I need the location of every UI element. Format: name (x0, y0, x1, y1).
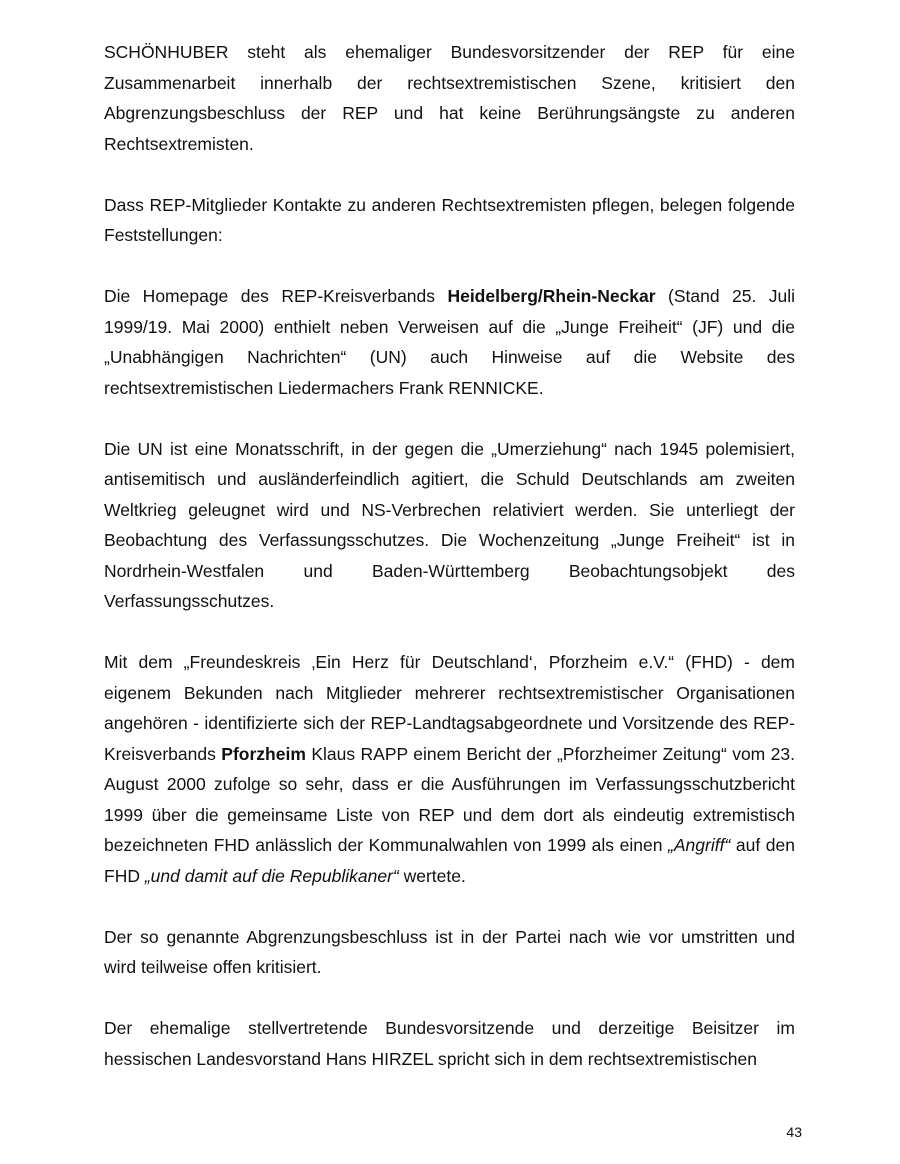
bold-kreisverband-pforzheim: Pforzheim (221, 743, 306, 764)
paragraph-text: SCHÖNHUBER steht als ehemaliger Bundesvorsitzender der REP für eine Zusammenarbeit innerhalb der rechtsextremistischen Szene, kritisiert den Abgrenzungsbeschluss der REP und hat keine Berührungsängste zu anderen Rechtsextremisten. (104, 42, 795, 154)
paragraph-schoenhuber (104, 37, 795, 159)
paragraph-text: Dass REP-Mitglieder Kontakte zu anderen Rechtsextremisten pflegen, belegen folgende Feststellungen: (104, 194, 795, 245)
paragraph-text: Klaus RAPP einem Bericht der „Pforzheimer Zeitung“ vom 23. August 2000 zufolge so sehr, dass er die Ausführungen im Verfassungsschutzbericht 1999 über die gemeinsame Liste von REP und dem dort als eindeutig extremistisch bezeichneten FHD anlässlich der Kommunalwahlen von 1999 als einen (104, 743, 795, 855)
italic-quote-angriff: „Angriff“ (668, 835, 731, 855)
paragraph-text: Der ehemalige stellvertretende Bundesvorsitzende und derzeitige Beisitzer im hessischen Landesvorstand Hans HIRZEL spricht sich in dem rechtsextremistischen (104, 1018, 795, 1069)
paragraph-fhd (104, 647, 795, 891)
paragraph-text: Mit dem „Freundeskreis ‚Ein Herz für Deutschland‘, Pforzheim e.V.“ (FHD) - dem eigenem Bekunden nach Mitglieder mehrerer rechtsextremistischer Organisationen angehören - identifizierte sich der REP-Landtagsabgeordnete und Vorsitzende des REP-Kreisverbands (104, 652, 795, 764)
body-text (104, 37, 795, 1074)
paragraph-text: (Stand 25. Juli 1999/19. Mai 2000) enthielt neben Verweisen auf die „Junge Freiheit“ (JF) und die „Unabhängigen Nachrichten“ (UN) auch Hinweise auf die Website des rechtsextremistischen Liedermachers Frank RENNICKE. (104, 286, 795, 398)
paragraph-abgrenzungsbeschluss (104, 922, 795, 983)
page-number: 43 (786, 1124, 802, 1140)
paragraph-un (104, 434, 795, 617)
paragraph-text: Die UN ist eine Monatsschrift, in der gegen die „Umerziehung“ nach 1945 polemisiert, antisemitisch und ausländerfeindlich agitiert, die Schuld Deutschlands am zweiten Weltkrieg geleugnet wird und NS-Verbrechen relativiert werden. Sie unterliegt der Beobachtung des Verfassungsschutzes. Die Wochenzeitung „Junge Freiheit“ ist in Nordrhein-Westfalen und Baden-Württemberg Beobachtungsobjekt des Verfassungsschutzes. (104, 438, 795, 611)
paragraph-text: Der so genannte Abgrenzungsbeschluss ist in der Partei nach wie vor umstritten und wird teilweise offen kritisiert. (104, 926, 795, 977)
paragraph-kontakte (104, 190, 795, 251)
italic-quote-republikaner: „und damit auf die Republikaner“ (144, 865, 399, 886)
paragraph-hirzel (104, 1013, 795, 1074)
paragraph-homepage (104, 281, 795, 403)
bold-kreisverband-heidelberg: Heidelberg/Rhein-Neckar (447, 286, 656, 306)
paragraph-text: auf den FHD (104, 835, 796, 886)
paragraph-text: wertete. (398, 865, 466, 886)
paragraph-text: Die Homepage des REP-Kreisverbands (104, 286, 448, 306)
